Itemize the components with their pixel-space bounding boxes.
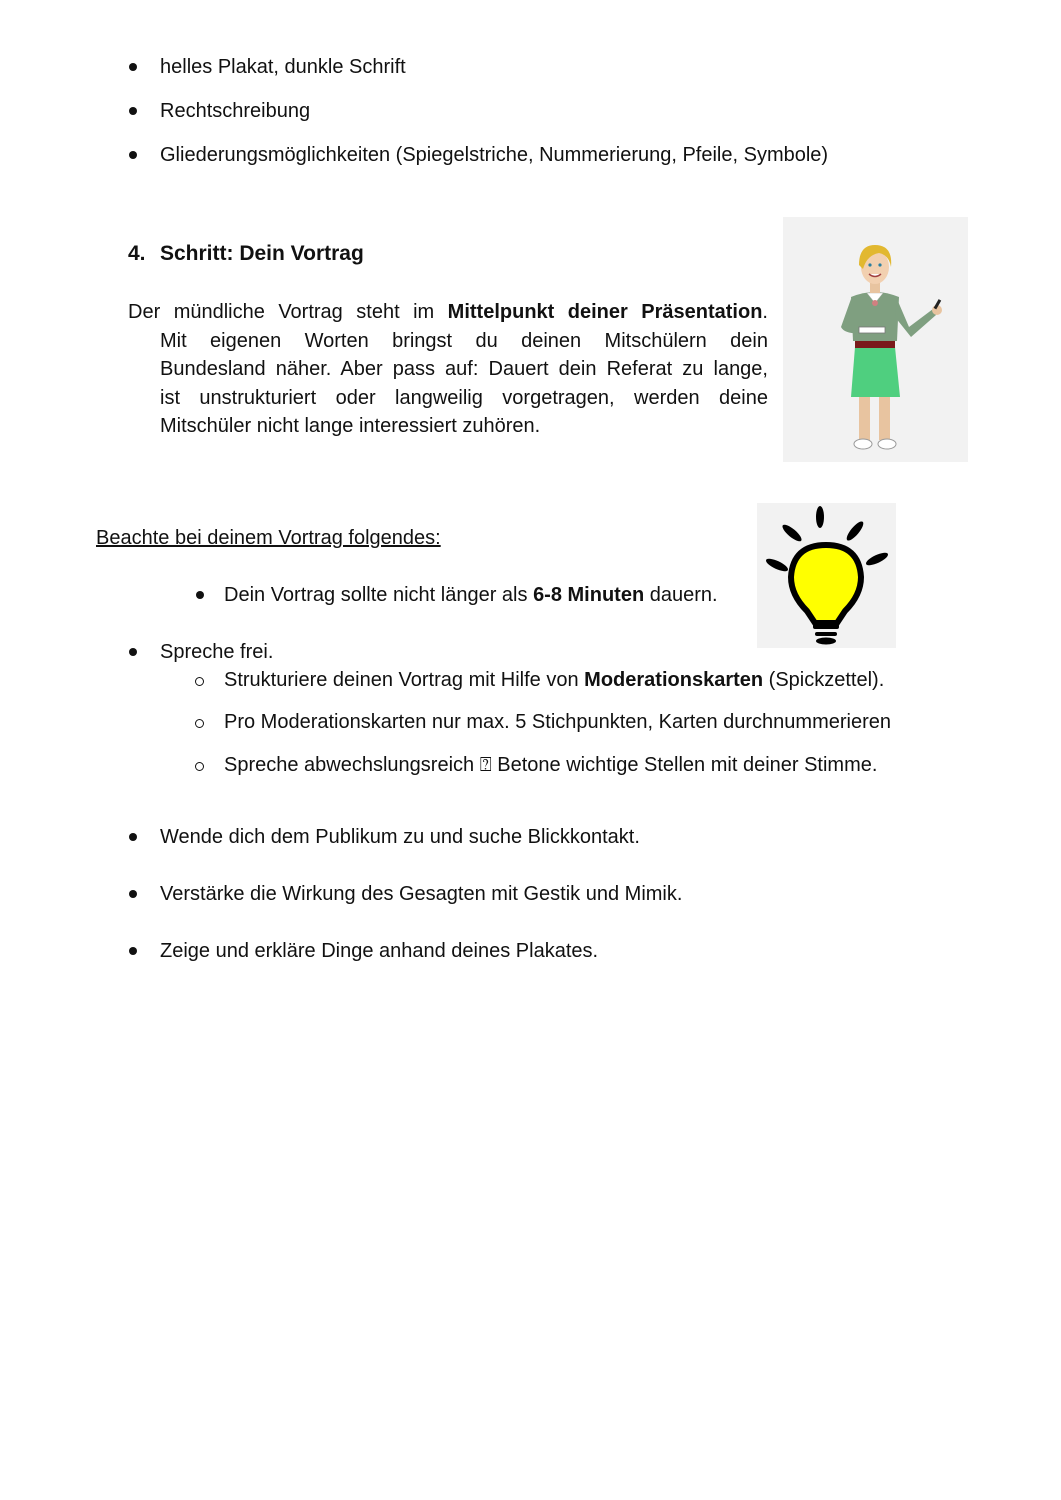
sub-list-item: Strukturiere deinen Vortrag mit Hilfe von Moderationskarten (Spickzettel). [224,669,885,691]
section-title: Schritt: Dein Vortrag [160,242,364,265]
sub-list-item: Pro Moderationskarten nur max. 5 Stichpunkten, Karten durchnummerieren [224,711,892,733]
bullet-icon [129,833,137,841]
bullet-icon [129,947,137,955]
circle-bullet-icon [195,677,204,686]
speak-free-item: Spreche frei. [160,641,274,663]
bullet-icon [196,591,204,599]
circle-bullet-icon [195,719,204,728]
intro-paragraph [128,298,768,441]
paragraph-line: Bundesland näher. Aber pass auf: Dauert dein Referat zu lange, [160,358,768,380]
list-item: Rechtschreibung [160,100,311,122]
circle-bullet-icon [195,762,204,771]
sub-list-item: Spreche abwechslungsreich ⍰ Betone wichtige Stellen mit deiner Stimme. [224,754,878,776]
paragraph-line: Mitschüler nicht lange interessiert zuhören. [160,415,541,437]
presenter-image [783,217,968,462]
paragraph-line: ist unstrukturiert oder langweilig vorgetragen, werden deine [160,386,768,409]
lightbulb-image [757,503,896,648]
paragraph-line: Der mündliche Vortrag steht im Mittelpunkt deiner Präsentation. [128,301,768,323]
bullet-icon [129,63,137,71]
bullet-icon [129,151,137,159]
list-item: helles Plakat, dunkle Schrift [160,56,406,78]
section-number: 4. [128,242,146,265]
bullet-icon [129,648,137,656]
presenter-illustration-icon [783,217,968,462]
list-item: Wende dich dem Publikum zu und suche Blickkontakt. [160,826,640,848]
list-item: Gliederungsmöglichkeiten (Spiegelstriche, Nummerierung, Pfeile, Symbole) [160,144,829,166]
paragraph-line: Mit eigenen Worten bringst du deinen Mitschülern dein [160,329,768,352]
duration-item: Dein Vortrag sollte nicht länger als 6-8 Minuten dauern. [224,584,718,606]
bullet-icon [129,107,137,115]
lightbulb-icon [757,503,896,648]
list-item: Verstärke die Wirkung des Gesagten mit Gestik und Mimik. [160,883,683,905]
bullet-icon [129,890,137,898]
list-item: Zeige und erkläre Dinge anhand deines Plakates. [160,940,599,962]
notes-heading: Beachte bei deinem Vortrag folgendes: [96,527,441,549]
